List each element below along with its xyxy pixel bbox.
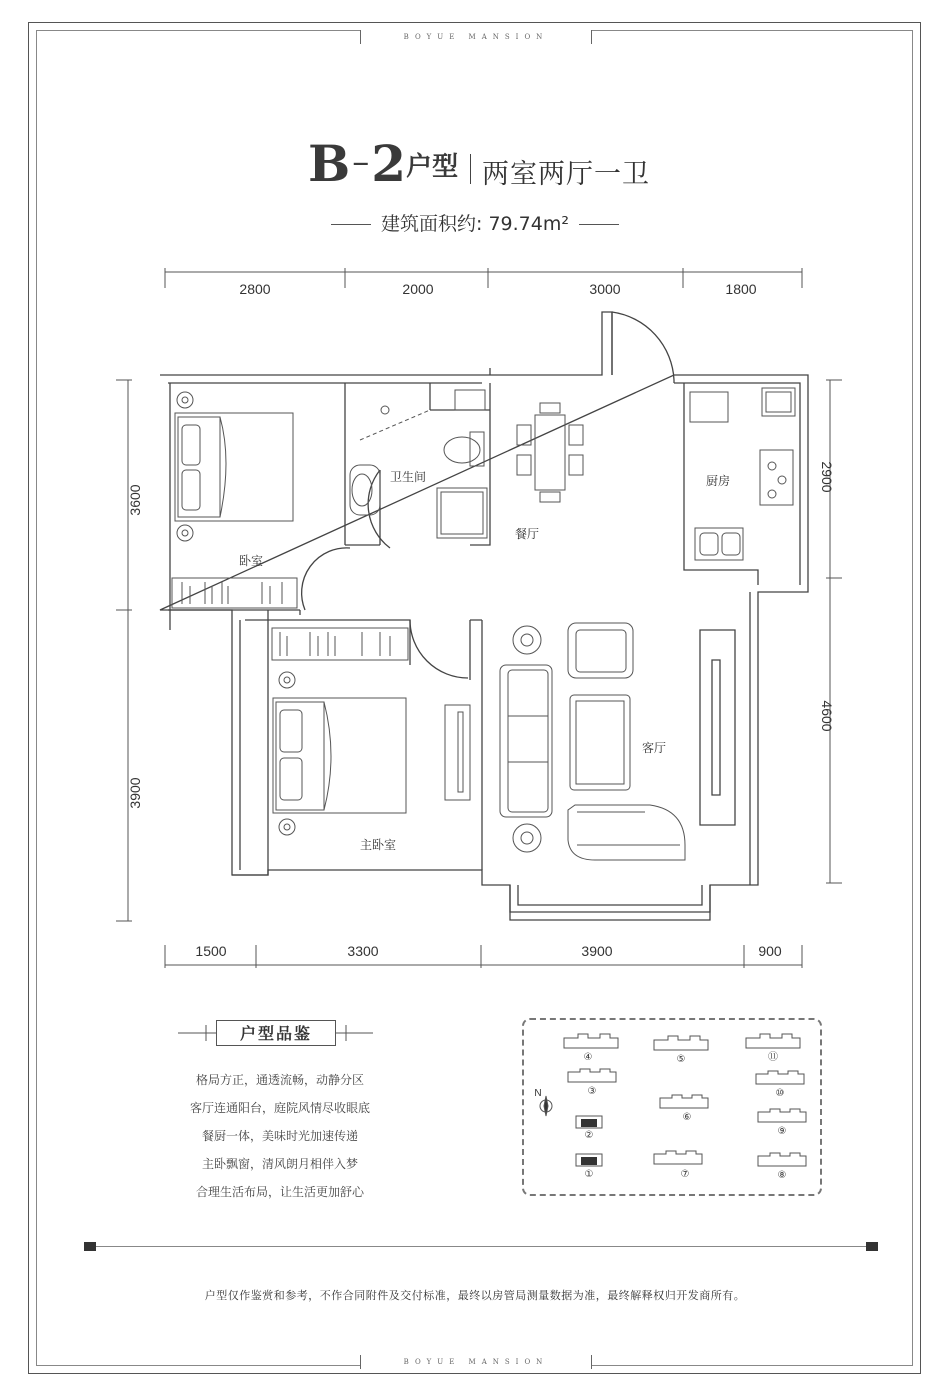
building-label-11: ⑪: [768, 1052, 778, 1063]
dim-top-4: 1800: [725, 281, 757, 297]
area-label: 建筑面积约:: [381, 213, 483, 235]
building-label-7: ⑦: [680, 1169, 690, 1180]
dim-top-2: 2000: [402, 281, 434, 297]
unit-type-title: $B-2^{户型}$: [308, 134, 459, 193]
site-map-drawing: [524, 1020, 820, 1194]
unit-suffix: 户型: [406, 152, 459, 182]
feature-line-2: 客厅连通阳台，庭院风情尽收眼底: [189, 1101, 370, 1115]
area-value: 79.74m²: [488, 213, 569, 235]
building-label-6: ⑥: [682, 1112, 692, 1123]
brand-footer: BOYUE MANSION: [360, 1355, 592, 1369]
dim-left-1: 3600: [127, 484, 143, 516]
building-label-9: ⑨: [777, 1126, 787, 1137]
dim-right-1: 2900: [819, 461, 835, 493]
layout-description: 两室两厅一卫: [482, 159, 650, 190]
dim-top-1: 2800: [239, 281, 271, 297]
building-label-4: ④: [583, 1052, 593, 1063]
room-label-living: 客厅: [641, 741, 667, 755]
appreciation-title: 户型品鉴: [216, 1020, 336, 1046]
dim-bottom-1: 1500: [195, 943, 227, 959]
room-label-dining: 餐厅: [514, 527, 540, 541]
feature-line-3: 餐厨一体，美味时光加速传递: [201, 1129, 358, 1143]
feature-line-1: 格局方正，通透流畅，动静分区: [195, 1073, 364, 1087]
site-map: [522, 1018, 822, 1196]
building-label-3: ③: [587, 1086, 597, 1097]
appreciation-title-block: [178, 1020, 373, 1046]
building-label-10: ⑩: [775, 1088, 785, 1099]
dim-right-2: 4600: [819, 700, 835, 732]
room-label-master-bedroom: 主卧室: [359, 838, 397, 852]
highlighted-building-2: [581, 1119, 597, 1127]
divider-cap-right: [866, 1242, 878, 1251]
building-label-1: ①: [584, 1169, 594, 1180]
highlighted-building-1: [581, 1157, 597, 1165]
dim-bottom-3: 3900: [581, 943, 613, 959]
divider-rule: [84, 1246, 878, 1247]
room-label-kitchen: 厨房: [705, 474, 731, 488]
compass-label: N: [534, 1088, 542, 1099]
dim-left-2: 3900: [127, 777, 143, 809]
disclaimer: 户型仅作鉴赏和参考，不作合同附件及交付标准，最终以房管局测量数据为准，最终解释权归开发商所有。: [204, 1289, 746, 1302]
room-label-bathroom: 卫生间: [389, 470, 427, 484]
unit-number: 2: [371, 134, 407, 193]
dim-bottom-4: 900: [758, 943, 782, 959]
feature-line-5: 合理生活布局，让生活更加舒心: [195, 1185, 364, 1199]
room-label-bedroom: 卧室: [238, 554, 264, 568]
divider-cap-left: [84, 1242, 96, 1251]
unit-code: B: [308, 134, 351, 193]
dim-bottom-2: 3300: [347, 943, 379, 959]
building-label-2: ②: [584, 1130, 594, 1141]
dim-top-3: 3000: [589, 281, 621, 297]
feature-line-4: 主卧飘窗，清风朗月相伴入梦: [201, 1157, 358, 1171]
appreciation-list: [150, 1066, 410, 1206]
building-label-5: ⑤: [676, 1054, 686, 1065]
building-label-8: ⑧: [777, 1170, 787, 1181]
brand-header: BOYUE MANSION: [360, 30, 592, 44]
